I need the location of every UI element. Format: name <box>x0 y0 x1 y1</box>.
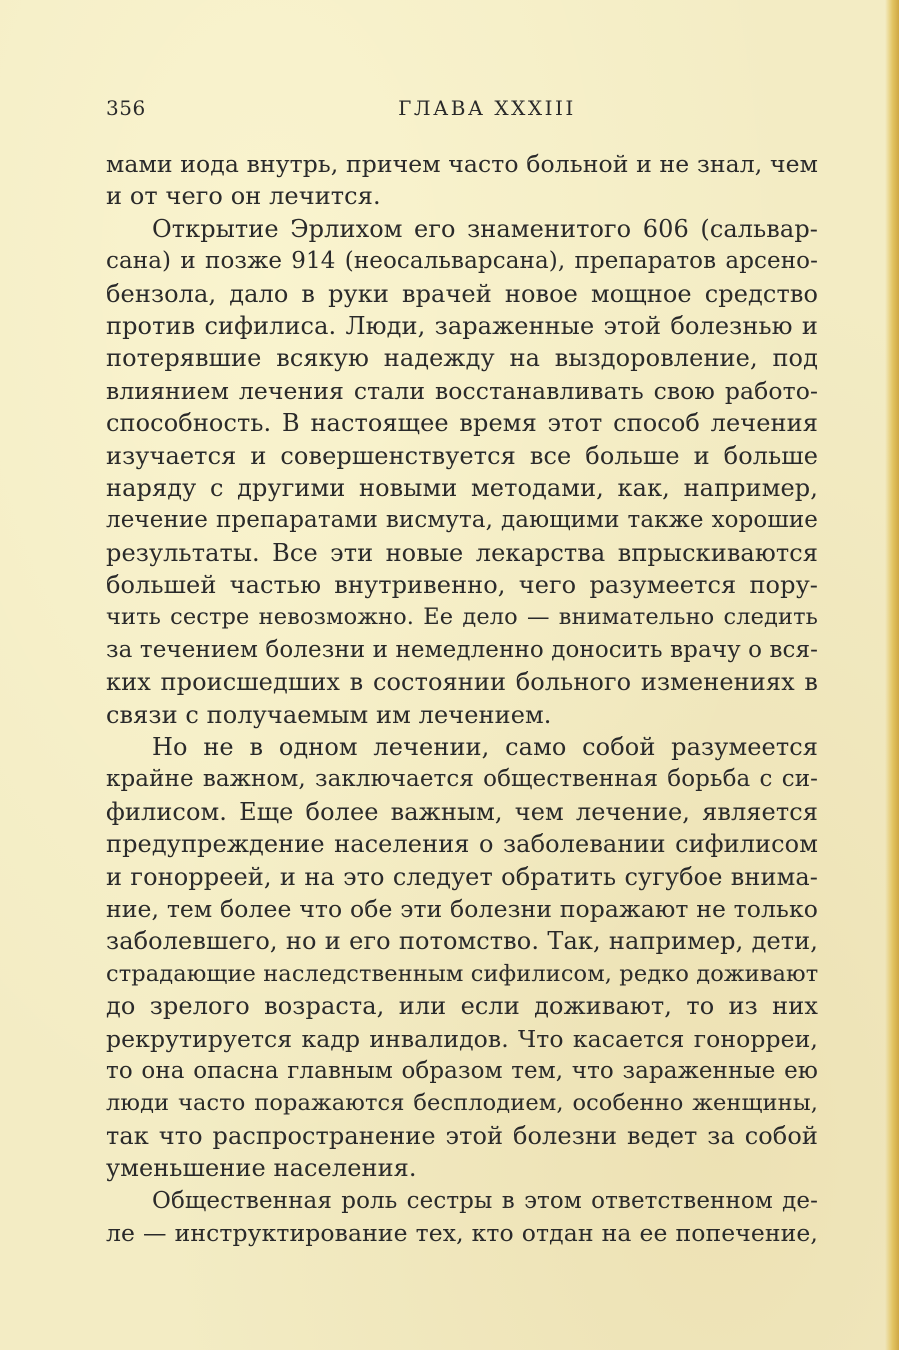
text-line: большей частью внутривенно, чего разумеется пору- <box>106 571 818 600</box>
text-line: потерявшие всякую надежду на выздоровление, под <box>106 344 818 373</box>
text-line: уменьшение населения. <box>106 1154 417 1183</box>
text-line: мами иода внутрь, причем часто больной и не знал, чем <box>106 150 818 178</box>
text-line: и гонорреей, и на это следует обратить сугубое внима- <box>106 862 818 891</box>
text-line: предупреждение населения о заболевании сифилисом <box>106 830 818 859</box>
text-line: результаты. Все эти новые лекарства впрыскиваются <box>106 538 818 567</box>
text-line: заболевшего, но и его потомство. Так, например, дети, <box>106 927 818 956</box>
text-line: за течением болезни и немедленно доносить врачу о вся- <box>106 636 818 663</box>
text-line: бензола, дало в руки врачей новое мощное средство <box>106 279 818 308</box>
text-line: сана) и позже 914 (неосальварсана), препаратов арсено- <box>106 248 818 275</box>
chapter-title: ГЛАВА XXXIII <box>398 96 576 120</box>
text-line: чить сестре невозможно. Ее дело — внимательно следить <box>106 604 818 631</box>
text-line: ние, тем более что обе эти болезни поражают не только <box>106 894 818 923</box>
text-line: Открытие Эрлихом его знаменитого 606 (сальвар- <box>152 214 818 243</box>
text-line: Но не в одном лечении, само собой разумеется <box>152 733 818 762</box>
text-line: против сифилиса. Люди, зараженные этой болезнью и <box>106 311 818 340</box>
page-number: 356 <box>106 96 146 120</box>
text-line: страдающие наследственным сифилисом, редко доживают <box>106 960 819 987</box>
text-line: изучается и совершенствуется все больше и больше <box>106 441 818 470</box>
text-line: люди часто поражаются бесплодием, особенно женщины, <box>106 1090 818 1117</box>
text-line: лечение препаратами висмута, дающими также хорошие <box>106 507 818 534</box>
text-line: Общественная роль сестры в этом ответственном де- <box>152 1187 818 1214</box>
text-line: ле — инструктирование тех, кто отдан на ее попечение, <box>106 1218 818 1247</box>
text-line: то она опасна главным образом тем, что зараженные ею <box>106 1057 818 1084</box>
text-line: так что распространение этой болезни ведет за собой <box>106 1121 818 1150</box>
page-edge-decoration <box>885 0 899 1350</box>
text-line: способность. В настоящее время этот способ лечения <box>106 409 818 438</box>
text-line: крайне важном, заключается общественная борьба с си- <box>106 766 818 793</box>
text-line: филисом. Еще более важным, чем лечение, является <box>106 797 818 826</box>
body-text <box>106 148 818 1249</box>
text-line: до зрелого возраста, или если доживают, то из них <box>106 992 818 1021</box>
page-header <box>106 96 818 126</box>
text-line: влиянием лечения стали восстанавливать свою работо- <box>106 376 818 405</box>
text-line: ких происшедших в состоянии больного изменениях в <box>106 668 818 697</box>
text-line: и от чего он лечится. <box>106 182 381 211</box>
text-line: рекрутируется кадр инвалидов. Что касается гонорреи, <box>106 1024 818 1053</box>
text-line: наряду с другими новыми методами, как, например, <box>106 473 818 502</box>
text-line: связи с получаемым им лечением. <box>106 700 552 729</box>
